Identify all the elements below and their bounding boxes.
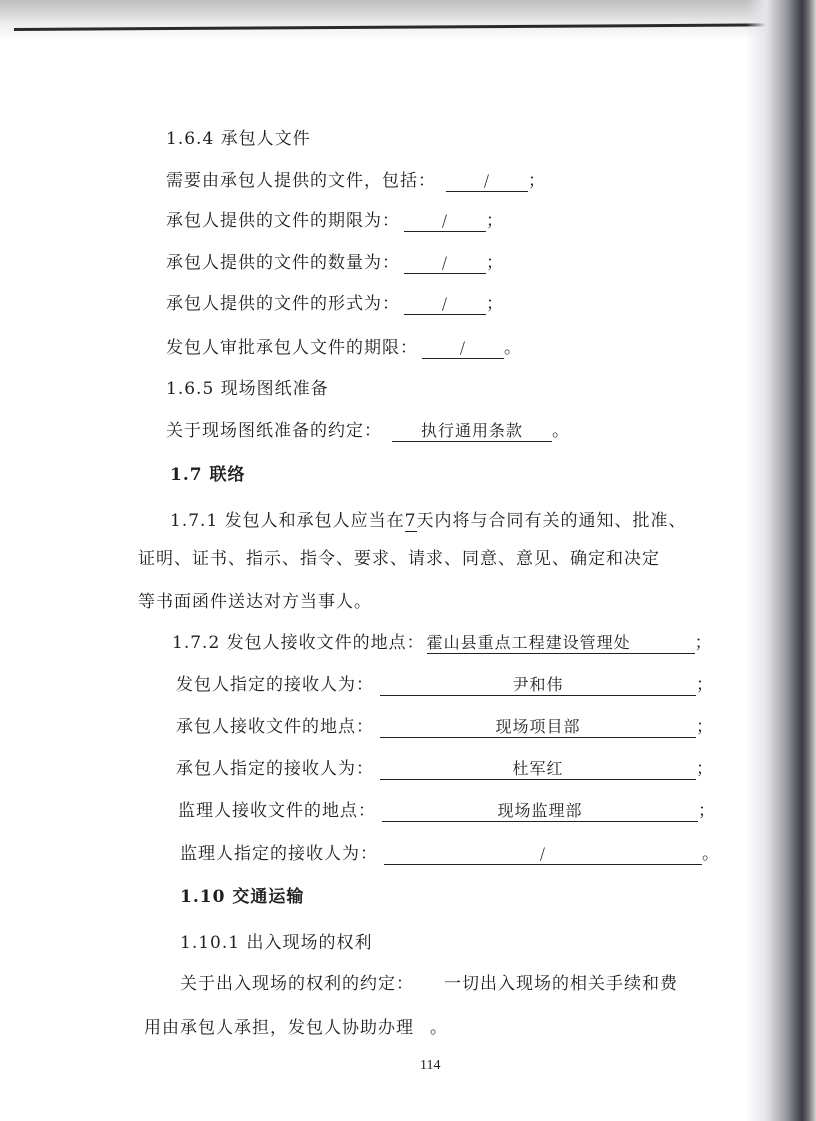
field-row [144,1017,448,1039]
field-value: / [446,171,528,192]
field-value: 执行通用条款 [392,421,552,442]
field-label: 关于现场图纸准备的约定： [166,421,382,441]
section-heading-1-6-5: 1.6.5 现场图纸准备 [166,379,329,399]
field-label: 监理人接收文件的地点： [178,801,376,821]
field-end: ； [486,211,504,231]
field-row [172,632,713,654]
section-heading-text: 1.10 交通运输 [180,887,305,907]
field-end: ； [696,717,714,737]
field-end: 。 [504,338,522,358]
section-heading-1-7: 1.7 联络 [170,465,246,485]
field-row [180,973,678,995]
paragraph-text: 1.7.1 发包人和承包人应当在 [170,511,405,531]
paragraph-text: 天内将与合同有关的通知、批准、 [416,511,687,531]
field-value: 霍山县重点工程建设管理处 [427,633,695,654]
paragraph-line [170,510,687,532]
field-end: ； [486,294,504,314]
field-label: 需要由承包人提供的文件，包括： [166,171,436,191]
field-label: 发包人指定的接收人为： [176,675,374,695]
field-value: / [404,294,486,315]
field-value: / [404,253,486,274]
field-row [166,210,504,232]
field-end: ； [696,759,714,779]
field-label: 关于出入现场的权利的约定： [180,974,414,994]
scan-binding-shadow [746,0,816,1121]
field-value: / [384,844,702,865]
field-end: ； [486,253,504,273]
field-label: 承包人提供的文件的期限为： [166,211,400,231]
field-row [178,800,716,822]
field-value: 杜军红 [380,759,696,780]
section-heading-1-10-1: 1.10.1 出入现场的权利 [180,933,373,953]
field-label: 承包人提供的文件的形式为： [166,294,400,314]
days-value: 7 [404,511,417,531]
field-row [176,758,714,780]
field-row [176,716,714,738]
field-value: 现场项目部 [380,717,696,738]
field-end: 。 [552,421,570,441]
field-end: 。 [430,1018,448,1038]
field-end: 。 [702,844,720,864]
field-label: 监理人指定的接收人为： [180,844,378,864]
field-value: 用由承包人承担，发包人协助办理 [144,1018,414,1038]
field-row [180,843,720,865]
paragraph-line: 等书面函件送达对方当事人。 [138,592,372,612]
field-value: 一切出入现场的相关手续和费 [444,974,678,994]
page-number: 114 [420,1058,441,1073]
scan-top-shadow [0,0,816,40]
field-label: 承包人提供的文件的数量为： [166,253,400,273]
field-label: 承包人接收文件的地点： [176,717,374,737]
field-value: / [404,211,486,232]
field-end: ； [528,171,546,191]
field-label: 承包人指定的接收人为： [176,759,374,779]
field-end: ； [694,633,713,653]
field-value: 尹和伟 [380,675,696,696]
field-row [166,252,504,274]
field-row [166,293,504,315]
section-heading-1-6-4: 1.6.4 承包人文件 [166,129,311,149]
field-row [166,337,522,359]
field-label: 发包人审批承包人文件的期限： [166,338,418,358]
field-row [176,674,714,696]
field-end: ； [696,675,714,695]
field-row [166,170,546,192]
field-label: 1.7.2 发包人接收文件的地点： [172,633,425,653]
paragraph-line: 证明、证书、指示、指令、要求、请求、同意、意见、确定和决定 [138,549,660,569]
field-end: ； [698,801,716,821]
field-value: / [422,338,504,359]
field-value: 现场监理部 [382,801,698,822]
section-heading-1-10 [180,886,304,908]
field-row [166,420,570,442]
